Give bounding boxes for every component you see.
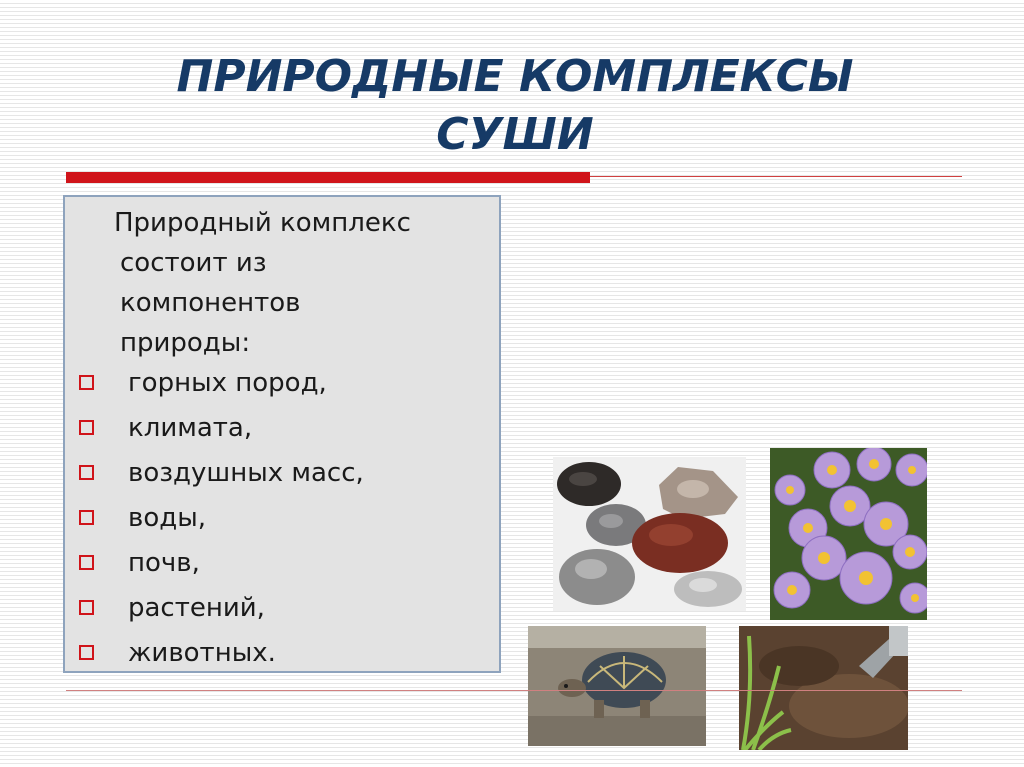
rocks-photo bbox=[553, 457, 746, 611]
square-bullet-icon bbox=[79, 600, 94, 615]
red-accent-rule bbox=[66, 172, 590, 183]
list-item-label: почв, bbox=[128, 547, 200, 578]
intro-line-4: природы: bbox=[120, 328, 251, 358]
square-bullet-icon bbox=[79, 465, 94, 480]
square-bullet-icon bbox=[79, 555, 94, 570]
list-item bbox=[75, 630, 364, 675]
list-item-label: климата, bbox=[128, 412, 253, 443]
list-item bbox=[75, 495, 364, 540]
square-bullet-icon bbox=[79, 375, 94, 390]
thin-divider-line bbox=[590, 176, 962, 177]
slide-title bbox=[100, 48, 930, 164]
bottom-divider-line bbox=[66, 690, 962, 691]
components-list bbox=[75, 360, 364, 675]
list-item bbox=[75, 450, 364, 495]
slide-title-line-2: СУШИ bbox=[436, 109, 594, 160]
square-bullet-icon bbox=[79, 510, 94, 525]
list-item-label: животных. bbox=[128, 637, 276, 668]
intro-line-2: состоит из bbox=[120, 248, 267, 278]
square-bullet-icon bbox=[79, 645, 94, 660]
intro-text bbox=[114, 203, 500, 363]
list-item bbox=[75, 585, 364, 630]
square-bullet-icon bbox=[79, 420, 94, 435]
intro-line-3: компонентов bbox=[120, 288, 301, 318]
list-item bbox=[75, 360, 364, 405]
slide-title-line-1: ПРИРОДНЫЕ КОМПЛЕКСЫ bbox=[176, 51, 854, 102]
list-item bbox=[75, 405, 364, 450]
intro-line-1: Природный комплекс bbox=[114, 208, 411, 238]
soil-photo bbox=[739, 626, 908, 750]
tortoise-photo bbox=[528, 626, 706, 746]
list-item-label: воздушных масс, bbox=[128, 457, 364, 488]
list-item bbox=[75, 540, 364, 585]
aster-flowers-photo bbox=[770, 448, 927, 620]
list-item-label: горных пород, bbox=[128, 367, 327, 398]
list-item-label: растений, bbox=[128, 592, 265, 623]
content-text-box bbox=[63, 195, 501, 673]
list-item-label: воды, bbox=[128, 502, 206, 533]
